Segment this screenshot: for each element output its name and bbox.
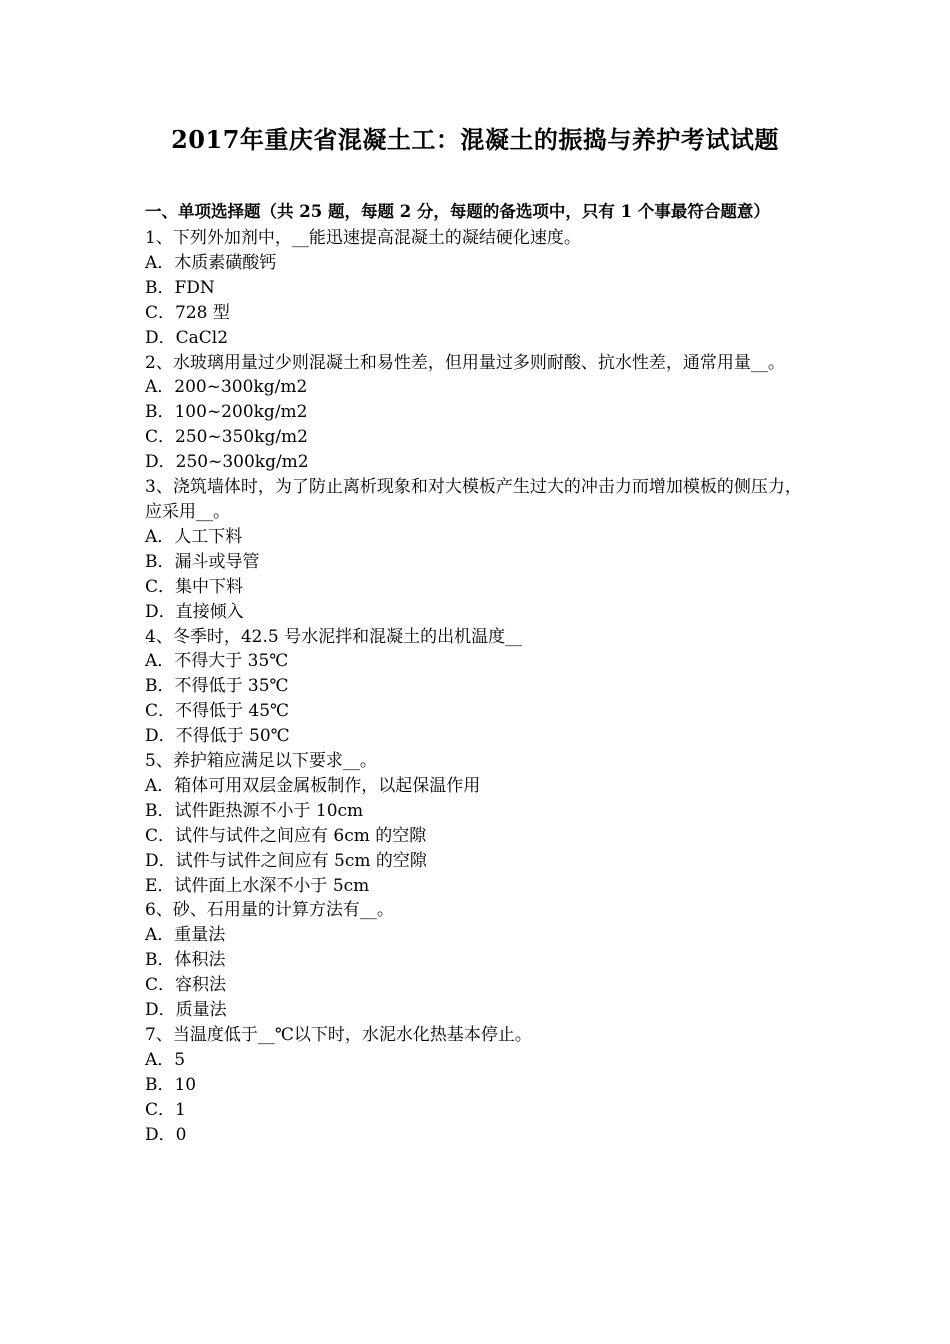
question-option: A．200~300kg/m2 bbox=[145, 377, 308, 398]
question-option: A．箱体可用双层金属板制作，以起保温作用 bbox=[145, 775, 481, 796]
question-option: D．不得低于 50℃ bbox=[145, 726, 290, 747]
question-option: C．250~350kg/m2 bbox=[145, 427, 308, 448]
question-option: B．不得低于 35℃ bbox=[145, 676, 289, 697]
question-stem: 7、当温度低于__℃以下时，水泥水化热基本停止。 bbox=[145, 1025, 532, 1045]
question-option: B．FDN bbox=[145, 277, 215, 298]
document-title: 2017年重庆省混凝土工：混凝土的振捣与养护考试试题 bbox=[171, 125, 779, 154]
question-option: B．体积法 bbox=[145, 950, 226, 971]
question-4 bbox=[145, 625, 810, 750]
question-option: C．1 bbox=[145, 1099, 186, 1120]
question-option: A．人工下料 bbox=[145, 526, 243, 547]
question-option: D．CaCl2 bbox=[145, 327, 229, 348]
question-2 bbox=[145, 351, 810, 476]
question-stem: 6、砂、石用量的计算方法有__。 bbox=[145, 900, 394, 921]
question-option: B．100~200kg/m2 bbox=[145, 402, 308, 423]
question-option: A．重量法 bbox=[145, 925, 226, 946]
question-option: C．728 型 bbox=[145, 302, 230, 323]
question-stem: 5、养护箱应满足以下要求__。 bbox=[145, 751, 377, 772]
question-stem: 4、冬季时，42.5 号水泥拌和混凝土的出机温度__ bbox=[145, 626, 523, 647]
question-option: A．不得大于 35℃ bbox=[145, 651, 289, 672]
question-7 bbox=[145, 1023, 810, 1148]
question-1 bbox=[145, 226, 810, 351]
question-option: C．集中下料 bbox=[145, 576, 244, 597]
section-heading: 一、单项选择题（共 25 题，每题 2 分，每题的备选项中，只有 1 个事最符合题意） bbox=[145, 202, 770, 221]
question-option: B．10 bbox=[145, 1074, 197, 1095]
question-option: B．试件距热源不小于 10cm bbox=[145, 800, 364, 821]
question-6 bbox=[145, 898, 810, 1023]
document-body bbox=[145, 200, 810, 1148]
question-stem: 3、浇筑墙体时，为了防止离析现象和对大模板产生过大的冲击力而增加模板的侧压力，应采用__。 bbox=[145, 477, 802, 522]
question-option: C．不得低于 45℃ bbox=[145, 701, 290, 722]
question-option: E．试件面上水深不小于 5cm bbox=[145, 875, 370, 896]
question-3 bbox=[145, 475, 810, 624]
question-list bbox=[145, 226, 810, 1148]
question-stem: 1、下列外加剂中，__能迅速提高混凝土的凝结硬化速度。 bbox=[145, 228, 581, 248]
question-option: A．5 bbox=[145, 1049, 186, 1070]
question-5 bbox=[145, 749, 810, 898]
question-option: C．容积法 bbox=[145, 975, 227, 996]
question-option: D．试件与试件之间应有 5cm 的空隙 bbox=[145, 850, 427, 871]
question-option: D．直接倾入 bbox=[145, 601, 244, 622]
question-option: D．0 bbox=[145, 1124, 187, 1145]
question-stem: 2、水玻璃用量过少则混凝土和易性差，但用量过多则耐酸、抗水性差，通常用量__。 bbox=[145, 352, 785, 373]
question-option: A．木质素磺酸钙 bbox=[145, 252, 277, 273]
question-option: D．质量法 bbox=[145, 1000, 227, 1021]
question-option: B．漏斗或导管 bbox=[145, 551, 260, 572]
question-option: D．250~300kg/m2 bbox=[145, 452, 309, 473]
question-option: C．试件与试件之间应有 6cm 的空隙 bbox=[145, 825, 427, 846]
